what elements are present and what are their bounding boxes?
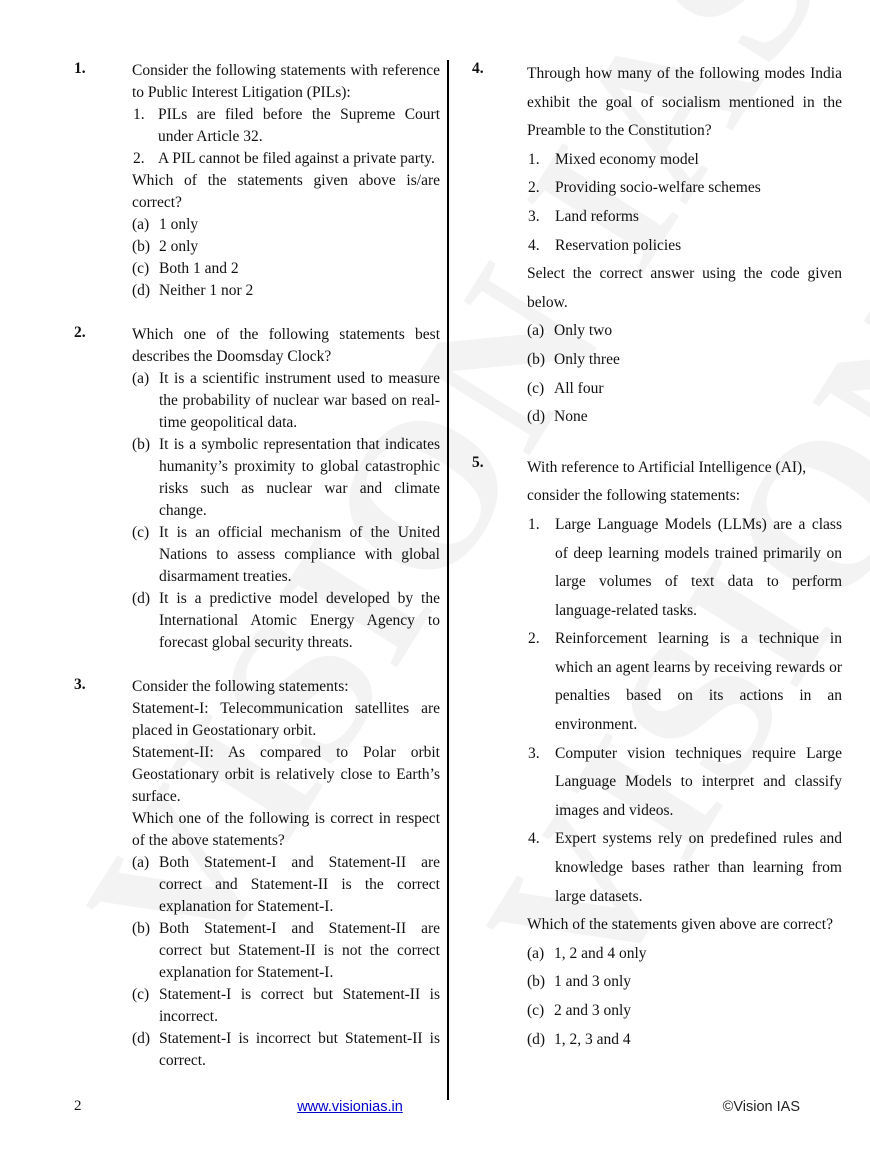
question-4 <box>472 60 842 432</box>
statement-marker: 4. <box>528 236 540 254</box>
question-3-option-a[interactable] <box>132 852 440 918</box>
option-marker: (b) <box>132 238 151 255</box>
option-text: Both 1 and 2 <box>159 260 239 277</box>
statement-text: Land reforms <box>555 207 639 225</box>
option-text: All four <box>554 379 604 397</box>
option-marker: (d) <box>132 282 151 299</box>
statement-text: A PIL cannot be filed against a private party. <box>158 150 435 167</box>
question-1-stem: Consider the following statements with reference to Public Interest Litigation (PILs): <box>132 62 440 101</box>
question-3-number: 3. <box>74 676 86 693</box>
question-3 <box>74 676 440 1072</box>
option-text: Both Statement-I and Statement-II are correct but Statement-II is not the correct explanation for Statement-I. <box>159 920 440 981</box>
statement-marker: 3. <box>528 744 540 762</box>
question-2-option-d[interactable] <box>132 588 440 654</box>
question-3-statement-I: Statement-I: Telecommunication satellites are placed in Geostationary orbit. <box>132 700 440 739</box>
question-1 <box>74 60 440 302</box>
question-1-option-d[interactable] <box>132 280 440 302</box>
question-5-stem: With reference to Artificial Intelligence (AI), consider the following statements: <box>527 458 807 505</box>
question-1-directive: Which of the statements given above is/are correct? <box>132 172 440 211</box>
statement-marker: 4. <box>528 830 540 848</box>
question-2-number: 2. <box>74 324 86 341</box>
question-2-option-c[interactable] <box>132 522 440 588</box>
question-3-stem: Consider the following statements: <box>132 678 349 695</box>
question-2-option-a[interactable] <box>132 368 440 434</box>
option-text: It is a scientific instrument used to measure the probability of nuclear war based on real-time geopolitical data. <box>159 370 440 431</box>
option-marker: (a) <box>132 854 150 871</box>
question-1-option-a[interactable] <box>132 214 440 236</box>
statement-marker: 1. <box>133 106 145 123</box>
option-text: It is a symbolic representation that indicates humanity’s proximity to global catastrophic risks such as nuclear war and climate change. <box>159 436 440 519</box>
option-marker: (d) <box>527 1030 546 1048</box>
question-3-option-d[interactable] <box>132 1028 440 1072</box>
left-column <box>74 60 440 1090</box>
question-5-statement-4 <box>527 825 842 911</box>
option-text: Statement-I is correct but Statement-II is incorrect. <box>159 986 440 1025</box>
option-marker: (b) <box>132 436 151 453</box>
option-marker: (a) <box>527 944 545 962</box>
option-marker: (a) <box>132 216 150 233</box>
option-text: It is a predictive model developed by the International Atomic Energy Agency to forecast global security threats. <box>159 590 440 651</box>
statement-text: Large Language Models (LLMs) are a class of deep learning models trained primarily on large volumes of text data to perform language-related tasks. <box>555 515 842 619</box>
question-5-statement-1 <box>527 511 842 625</box>
statement-marker: 2. <box>528 630 540 648</box>
question-5-option-b[interactable] <box>527 968 842 997</box>
option-marker: (b) <box>132 920 151 937</box>
option-marker: (c) <box>132 986 150 1003</box>
option-text: Both Statement-I and Statement-II are correct and Statement-II is the correct explanation for Statement-I. <box>159 854 440 915</box>
option-marker: (d) <box>132 1030 151 1047</box>
question-5-option-d[interactable] <box>527 1026 842 1055</box>
option-marker: (a) <box>132 370 150 387</box>
question-2 <box>74 324 440 654</box>
right-column <box>472 60 842 1072</box>
option-text: Only two <box>554 322 613 340</box>
option-text: It is an official mechanism of the United Nations to assess compliance with global disarmament treaties. <box>159 524 440 585</box>
question-1-statement-2 <box>132 148 440 170</box>
question-5-statement-2 <box>527 625 842 739</box>
question-1-statement-1 <box>132 104 440 148</box>
question-4-statement-4 <box>527 232 842 261</box>
question-1-option-c[interactable] <box>132 258 440 280</box>
option-text: 1 and 3 only <box>554 973 632 991</box>
question-3-option-b[interactable] <box>132 918 440 984</box>
statement-text: Expert systems rely on predefined rules and knowledge bases rather than learning from large datasets. <box>555 830 842 905</box>
option-text: 2 and 3 only <box>554 1002 632 1019</box>
option-text: 1, 2, 3 and 4 <box>554 1030 631 1048</box>
question-4-body <box>527 60 842 432</box>
statement-marker: 2. <box>528 179 540 197</box>
column-divider <box>447 60 449 1100</box>
question-1-number: 1. <box>74 60 86 77</box>
option-marker: (c) <box>132 524 150 541</box>
question-1-body <box>132 60 440 302</box>
question-2-stem: Which one of the following statements best describes the Doomsday Clock? <box>132 326 440 365</box>
option-marker: (c) <box>132 260 150 277</box>
question-4-statement-2 <box>527 174 842 203</box>
question-3-statement-II: Statement-II: As compared to Polar orbit Geostationary orbit is relatively close to Earth’s surface. <box>132 744 440 805</box>
option-text: 1, 2 and 4 only <box>554 944 647 962</box>
website-link[interactable]: www.visionias.in <box>297 1099 403 1115</box>
question-3-body <box>132 676 440 1072</box>
question-2-body <box>132 324 440 654</box>
statement-text: PILs are filed before the Supreme Court under Article 32. <box>158 106 440 145</box>
copyright-notice: ©Vision IAS <box>722 1099 800 1115</box>
question-5-option-a[interactable] <box>527 940 842 969</box>
option-marker: (d) <box>527 408 546 426</box>
option-marker: (b) <box>527 973 546 991</box>
statement-marker: 3. <box>528 207 540 225</box>
option-marker: (b) <box>527 350 546 368</box>
question-5-body <box>527 454 842 1054</box>
option-text: None <box>554 408 588 426</box>
question-4-directive: Select the correct answer using the code given below. <box>527 265 842 311</box>
question-5-number: 5. <box>472 453 484 471</box>
question-2-option-b[interactable] <box>132 434 440 522</box>
question-4-statement-3 <box>527 203 842 232</box>
statement-text: Reinforcement learning is a technique in which an agent learns by receiving rewards or penalties based on its actions in an environment. <box>555 630 842 734</box>
question-4-option-c[interactable] <box>527 375 842 404</box>
option-marker: (c) <box>527 1002 545 1019</box>
option-text: Only three <box>554 350 620 368</box>
option-marker: (d) <box>132 590 151 607</box>
statement-text: Computer vision techniques require Large Language Models to interpret and classify images and videos. <box>555 744 842 819</box>
statement-text: Providing socio-welfare schemes <box>555 179 761 197</box>
statement-marker: 2. <box>133 150 145 167</box>
option-marker: (a) <box>527 322 545 340</box>
statement-marker: 1. <box>528 150 540 168</box>
statement-text: Reservation policies <box>555 236 682 254</box>
statement-marker: 1. <box>528 515 540 533</box>
page-footer <box>0 1098 870 1124</box>
question-4-statement-1 <box>527 146 842 175</box>
option-text: Statement-I is incorrect but Statement-II is correct. <box>159 1030 440 1069</box>
question-3-option-c[interactable] <box>132 984 440 1028</box>
question-4-number: 4. <box>472 60 484 77</box>
question-5-statement-3 <box>527 740 842 826</box>
question-4-option-d[interactable] <box>527 403 842 432</box>
question-4-stem: Through how many of the following modes India exhibit the goal of socialism mentioned in the Preamble to the Constitution? <box>527 65 842 140</box>
question-4-option-b[interactable] <box>527 346 842 375</box>
question-3-directive: Which one of the following is correct in respect of the above statements? <box>132 810 440 849</box>
statement-text: Mixed economy model <box>555 150 699 168</box>
option-marker: (c) <box>527 379 545 397</box>
option-text: 2 only <box>159 238 199 255</box>
question-5-option-c[interactable] <box>527 997 842 1026</box>
question-5-directive: Which of the statements given above are correct? <box>527 916 833 934</box>
option-text: 1 only <box>159 216 199 233</box>
question-1-option-b[interactable] <box>132 236 440 258</box>
page-number: 2 <box>74 1098 82 1114</box>
option-text: Neither 1 nor 2 <box>159 282 254 299</box>
question-5 <box>472 454 842 1054</box>
question-4-option-a[interactable] <box>527 317 842 346</box>
